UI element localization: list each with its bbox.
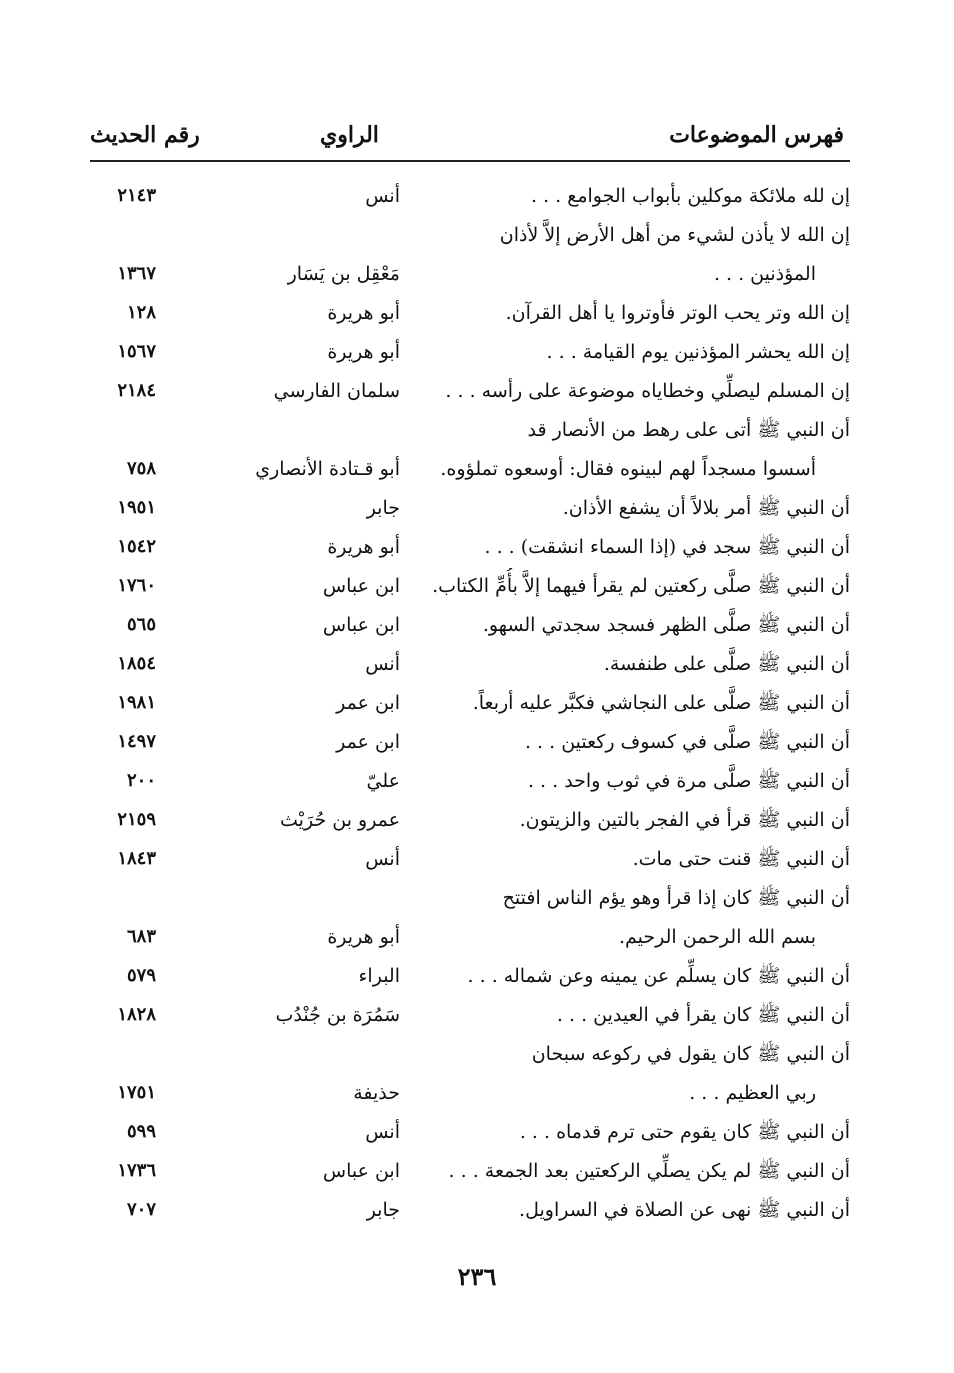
hadith-number: ٢١٤٣ (117, 185, 156, 206)
topic-text: أن النبي ﷺ سجد في (إذا السماء انشقت) . . . (484, 536, 850, 558)
table-row (0, 880, 954, 916)
table-row (0, 1114, 954, 1150)
topic-text: إن الله لا يأذن لشيء من أهل الأرض إلاَّ لأذان (499, 224, 850, 246)
hadith-number: ١٨٤٣ (117, 848, 156, 869)
narrator-text: أنس (365, 653, 400, 675)
topic-text: أن النبي ﷺ صلَّى على طنفسة. (603, 653, 850, 675)
hadith-number: ١٩٥١ (117, 497, 156, 518)
hadith-number: ١٧٥١ (117, 1082, 156, 1103)
table-row (0, 1192, 954, 1228)
topic-text: أن النبي ﷺ نهى عن الصلاة في السراويل. (519, 1199, 850, 1221)
table-row (0, 490, 954, 526)
topic-text: إن الله وتر يحب الوتر فأوتروا يا أهل القرآن. (505, 302, 850, 324)
hadith-number: ١٧٦٠ (117, 575, 156, 596)
topic-text: ربي العظيم . . . (689, 1082, 816, 1104)
topic-text: أن النبي ﷺ كان يقرأ في العيدين . . . (556, 1004, 850, 1026)
narrator-text: أبو هريرة (327, 536, 400, 558)
narrator-text: جابر (366, 1199, 400, 1221)
topic-text: أن النبي ﷺ صلَّى في كسوف ركعتين . . . (524, 731, 850, 753)
table-row (0, 529, 954, 565)
narrator-text: أنس (365, 848, 400, 870)
topic-text: أن النبي ﷺ صلَّى الظهر فسجد سجدتي السهو. (482, 614, 850, 636)
narrator-text: ابن عباس (322, 1160, 400, 1182)
topic-text: إن المسلم ليصلِّي وخطاياه موضوعة على رأسه . . . (445, 380, 850, 402)
topic-text: أن النبي ﷺ قرأ في الفجر بالتين والزيتون. (519, 809, 850, 831)
narrator-text: ابن عباس (322, 614, 400, 636)
topic-text: أن النبي ﷺ صلَّى مرة في ثوب واحد . . . (527, 770, 850, 792)
narrator-text: حذيفة (353, 1082, 400, 1104)
table-row (0, 685, 954, 721)
hadith-number: ٥٧٩ (126, 965, 156, 986)
narrator-text: أبو هريرة (327, 302, 400, 324)
table-row (0, 256, 954, 292)
table-row (0, 334, 954, 370)
topic-text: المؤذنين . . . (713, 263, 816, 285)
table-row (0, 802, 954, 838)
hadith-number: ١٨٢٨ (117, 1004, 156, 1025)
narrator-text: ابن عمر (336, 731, 400, 753)
topic-text: أن النبي ﷺ صلَّى ركعتين لم يقرأ فيهما إلاَّ بأُمِّ الكتاب. (432, 575, 850, 597)
topic-text: أن النبي ﷺ قنت حتى مات. (632, 848, 850, 870)
table-row (0, 841, 954, 877)
narrator-text: مَعْقِل بن يَسَار (287, 263, 400, 285)
hadith-number: ٥٦٥ (126, 614, 156, 635)
hadith-number: ٢١٨٤ (117, 380, 156, 401)
table-row (0, 373, 954, 409)
topic-text: أن النبي ﷺ كان يقول في ركوعه سبحان (531, 1043, 850, 1065)
topic-text: أن النبي ﷺ كان إذا قرأ وهو يؤم الناس افتتح (502, 887, 850, 909)
table-row (0, 568, 954, 604)
topic-text: أن النبي ﷺ صلَّى على النجاشي فكبَّر عليه أربعاً. (472, 692, 850, 714)
table-row (0, 724, 954, 760)
topic-text: أن النبي ﷺ أتى على رهط من الأنصار قد (527, 419, 850, 441)
table-row (0, 295, 954, 331)
table-header (90, 118, 850, 162)
topic-text: أن النبي ﷺ كان يقوم حتى ترم قدماه . . . (519, 1121, 850, 1143)
narrator-text: ابن عباس (322, 575, 400, 597)
table-row (0, 607, 954, 643)
table-row (0, 178, 954, 214)
table-row (0, 763, 954, 799)
topic-text: بسم الله الرحمن الرحيم. (618, 926, 816, 948)
hadith-number: ١٥٦٧ (117, 341, 156, 362)
hadith-number: ٢١٥٩ (117, 809, 156, 830)
narrator-text: أبو قـتادة الأنصاري (255, 458, 400, 480)
hadith-number: ٦٨٣ (126, 926, 156, 947)
table-row (0, 451, 954, 487)
table-row (0, 217, 954, 253)
table-row (0, 412, 954, 448)
hadith-number: ١٨٥٤ (117, 653, 156, 674)
table-row (0, 958, 954, 994)
hadith-number: ١٥٤٢ (117, 536, 156, 557)
narrator-text: جابر (366, 497, 400, 519)
narrator-text: أبو هريرة (327, 341, 400, 363)
narrator-text: عمرو بن حُرَيْث (280, 809, 400, 831)
index-title: فهرس الموضوعات (669, 122, 844, 148)
narrator-column-header: الراوي (320, 122, 379, 148)
hadith-number-column-header: رقم الحديث (90, 122, 200, 148)
narrator-text: سلمان الفارسي (273, 380, 400, 402)
hadith-number: ١٣٦٧ (117, 263, 156, 284)
hadith-number: ٢٠٠ (126, 770, 156, 791)
narrator-text: عليّ (366, 770, 400, 792)
narrator-text: أنس (365, 185, 400, 207)
narrator-text: سَمُرَة بن جُنْدُب (275, 1004, 400, 1026)
topic-text: إن لله ملائكة موكلين بأبواب الجوامع . . . (530, 185, 850, 207)
topic-text: أن النبي ﷺ لم يكن يصلِّي الركعتين بعد الجمعة . . . (448, 1160, 850, 1182)
hadith-number: ٥٩٩ (126, 1121, 156, 1142)
table-row (0, 1036, 954, 1072)
table-row (0, 919, 954, 955)
table-row (0, 1153, 954, 1189)
table-row (0, 1075, 954, 1111)
hadith-number: ٧٠٧ (126, 1199, 156, 1220)
hadith-number: ٧٥٨ (126, 458, 156, 479)
narrator-text: البراء (358, 965, 400, 987)
narrator-text: أنس (365, 1121, 400, 1143)
topic-text: أسسوا مسجداً لهم لبينوه فقال: أوسعوه تملؤوه. (440, 458, 816, 480)
topic-text: أن النبي ﷺ أمر بلالاً أن يشفع الأذان. (562, 497, 850, 519)
hadith-number: ١٧٣٦ (117, 1160, 156, 1181)
hadith-number: ١٤٩٧ (117, 731, 156, 752)
table-row (0, 646, 954, 682)
narrator-text: ابن عمر (336, 692, 400, 714)
page-number: ٢٣٦ (457, 1262, 497, 1291)
topic-text: أن النبي ﷺ كان يسلِّم عن يمينه وعن شماله . . . (467, 965, 850, 987)
table-row (0, 997, 954, 1033)
hadith-number: ١٩٨١ (117, 692, 156, 713)
topic-text: إن الله يحشر المؤذنين يوم القيامة . . . (546, 341, 850, 363)
narrator-text: أبو هريرة (327, 926, 400, 948)
hadith-number: ١٢٨ (126, 302, 156, 323)
